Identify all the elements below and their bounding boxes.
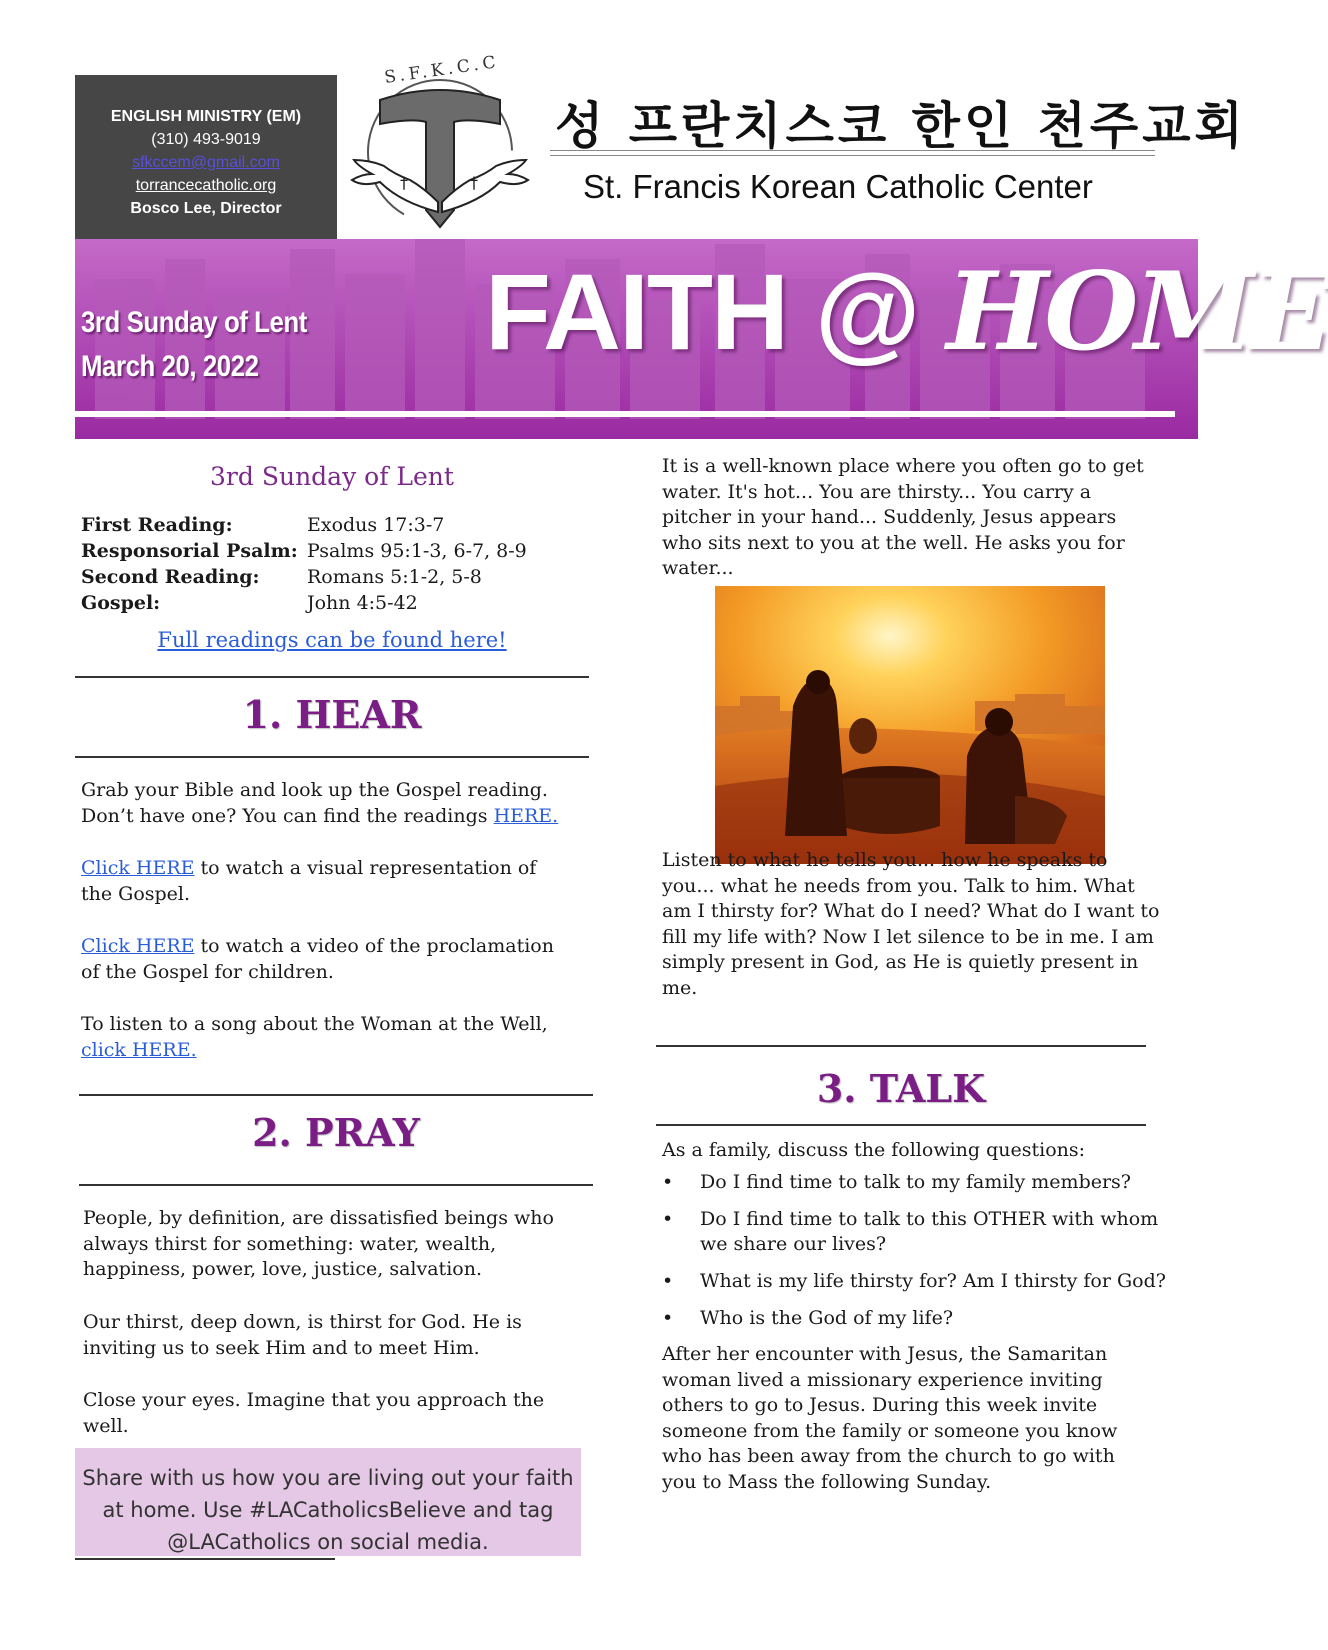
title-divider — [550, 150, 1155, 156]
listen-paragraph: Listen to what he tells you... how he speaks to you... what he needs from you. Talk to him. What am I thirsty for? What do I need? What do I want to fill my life with? Now I let silence to be in me. I am simply present in God, as He is quietly present in me. — [662, 849, 1160, 999]
reading-value: Exodus 17:3-7 — [307, 514, 445, 536]
hear-paragraph-1 — [81, 778, 561, 829]
em-phone: (310) 493-9019 — [151, 131, 261, 148]
english-church-name: St. Francis Korean Catholic Center — [583, 168, 1093, 205]
reading-value: Romans 5:1-2, 5-8 — [307, 566, 482, 588]
share-callout: Share with us how you are living out your faith at home. Use #LACatholicsBelieve and tag @LACatholics on social media. — [75, 1448, 581, 1556]
intro-paragraph: It is a well-known place where you often go to get water. It's hot... You are thirsty... You carry a pitcher in your hand... Suddenly, Jesus appears who sits next to you at the well. He asks you for water... — [662, 455, 1144, 579]
reading-value: John 4:5-42 — [307, 592, 418, 614]
english-ministry-box — [75, 75, 337, 239]
reading-label: Second Reading: — [81, 566, 260, 588]
divider — [75, 756, 589, 758]
divider — [75, 676, 589, 678]
em-title: ENGLISH MINISTRY (EM) — [110, 108, 302, 125]
pray-paragraph-1: People, by definition, are dissatisfied beings who always thirst for something: water, wealth, happiness, power, love, justice, salvation. — [83, 1207, 554, 1280]
children-gospel-link[interactable]: Click HERE — [81, 935, 195, 957]
divider — [656, 1124, 1146, 1126]
banner-date — [81, 301, 307, 389]
hear-text: Grab your Bible and look up the Gospel reading. Don’t have one? You can find the readings — [81, 779, 548, 827]
readings-heading: 3rd Sunday of Lent — [210, 462, 454, 491]
divider — [75, 1558, 335, 1560]
list-item: • What is my life thirsty for? Am I thirsty for God? — [662, 1269, 1182, 1294]
em-email-link[interactable]: sfkccem@gmail.com — [132, 154, 280, 171]
list-item: • Do I find time to talk to this OTHER with whom we share our lives? — [662, 1207, 1182, 1257]
divider — [79, 1094, 593, 1096]
banner-divider — [75, 411, 1175, 417]
full-readings-link[interactable]: Full readings can be found here! — [157, 628, 507, 652]
pray-paragraph-2: Our thirst, deep down, is thirst for God. He is inviting us to seek Him and to meet Him. — [83, 1311, 522, 1359]
svg-text:†: † — [470, 173, 478, 192]
readings-here-link[interactable]: HERE. — [493, 804, 559, 827]
faith-at-home-title — [485, 249, 1328, 375]
title-main: FAITH @ — [485, 251, 947, 372]
talk-closing: After her encounter with Jesus, the Samaritan woman lived a missionary experience inviting others to go to Jesus. During this week invite someone from the family or someone you know who has been away from the church to go with you to Mass the following Sunday. — [662, 1343, 1118, 1493]
reading-row — [81, 564, 527, 590]
reading-label: First Reading: — [81, 514, 233, 536]
em-website-link[interactable]: torrancecatholic.org — [135, 177, 277, 194]
title-script: HOME — [946, 249, 1328, 375]
hear-text: to watch a visual representation of the Gospel. — [81, 857, 537, 905]
visual-gospel-link[interactable]: Click HERE — [81, 857, 195, 879]
tau-cross-icon — [380, 90, 500, 227]
reading-row — [81, 512, 527, 538]
korean-church-name: 성 프란치스코 한인 천주교회 — [555, 97, 1247, 155]
reading-value: Psalms 95:1-3, 6-7, 8-9 — [307, 540, 527, 562]
banner-line-2: March 20, 2022 — [81, 350, 259, 383]
hear-paragraph-4 — [81, 1012, 571, 1063]
hear-paragraph-2 — [81, 856, 571, 907]
hear-title: 1. HEAR — [242, 692, 422, 737]
banner-line-1: 3rd Sunday of Lent — [81, 306, 307, 339]
logo-lettering: S.F.K.C.C — [383, 52, 501, 88]
song-link[interactable]: click HERE. — [81, 1038, 197, 1061]
woman-at-the-well-image — [715, 586, 1105, 864]
divider — [656, 1045, 1146, 1047]
pray-title: 2. PRAY — [252, 1110, 420, 1155]
divider — [79, 1184, 593, 1186]
hear-paragraph-3 — [81, 934, 571, 985]
hear-text: to watch a video of the proclamation of the Gospel for children. — [81, 935, 554, 983]
svg-text:†: † — [400, 173, 408, 192]
hear-text: To listen to a song about the Woman at the Well, — [81, 1013, 548, 1035]
faith-at-home-banner — [75, 239, 1328, 439]
reading-label: Responsorial Psalm: — [81, 540, 298, 562]
list-item: • Who is the God of my life? — [662, 1306, 1182, 1331]
sfkcc-logo — [350, 52, 530, 240]
talk-title: 3. TALK — [816, 1066, 986, 1111]
talk-questions — [662, 1170, 1182, 1343]
em-director: Bosco Lee, Director — [130, 200, 282, 217]
reading-row — [81, 590, 527, 616]
list-item: • Do I find time to talk to my family members? — [662, 1170, 1182, 1195]
pray-paragraph-3: Close your eyes. Imagine that you approach the well. — [83, 1389, 545, 1437]
readings-list — [81, 512, 527, 616]
reading-label: Gospel: — [81, 592, 161, 614]
reading-row — [81, 538, 527, 564]
talk-intro: As a family, discuss the following questions: — [662, 1139, 1086, 1161]
